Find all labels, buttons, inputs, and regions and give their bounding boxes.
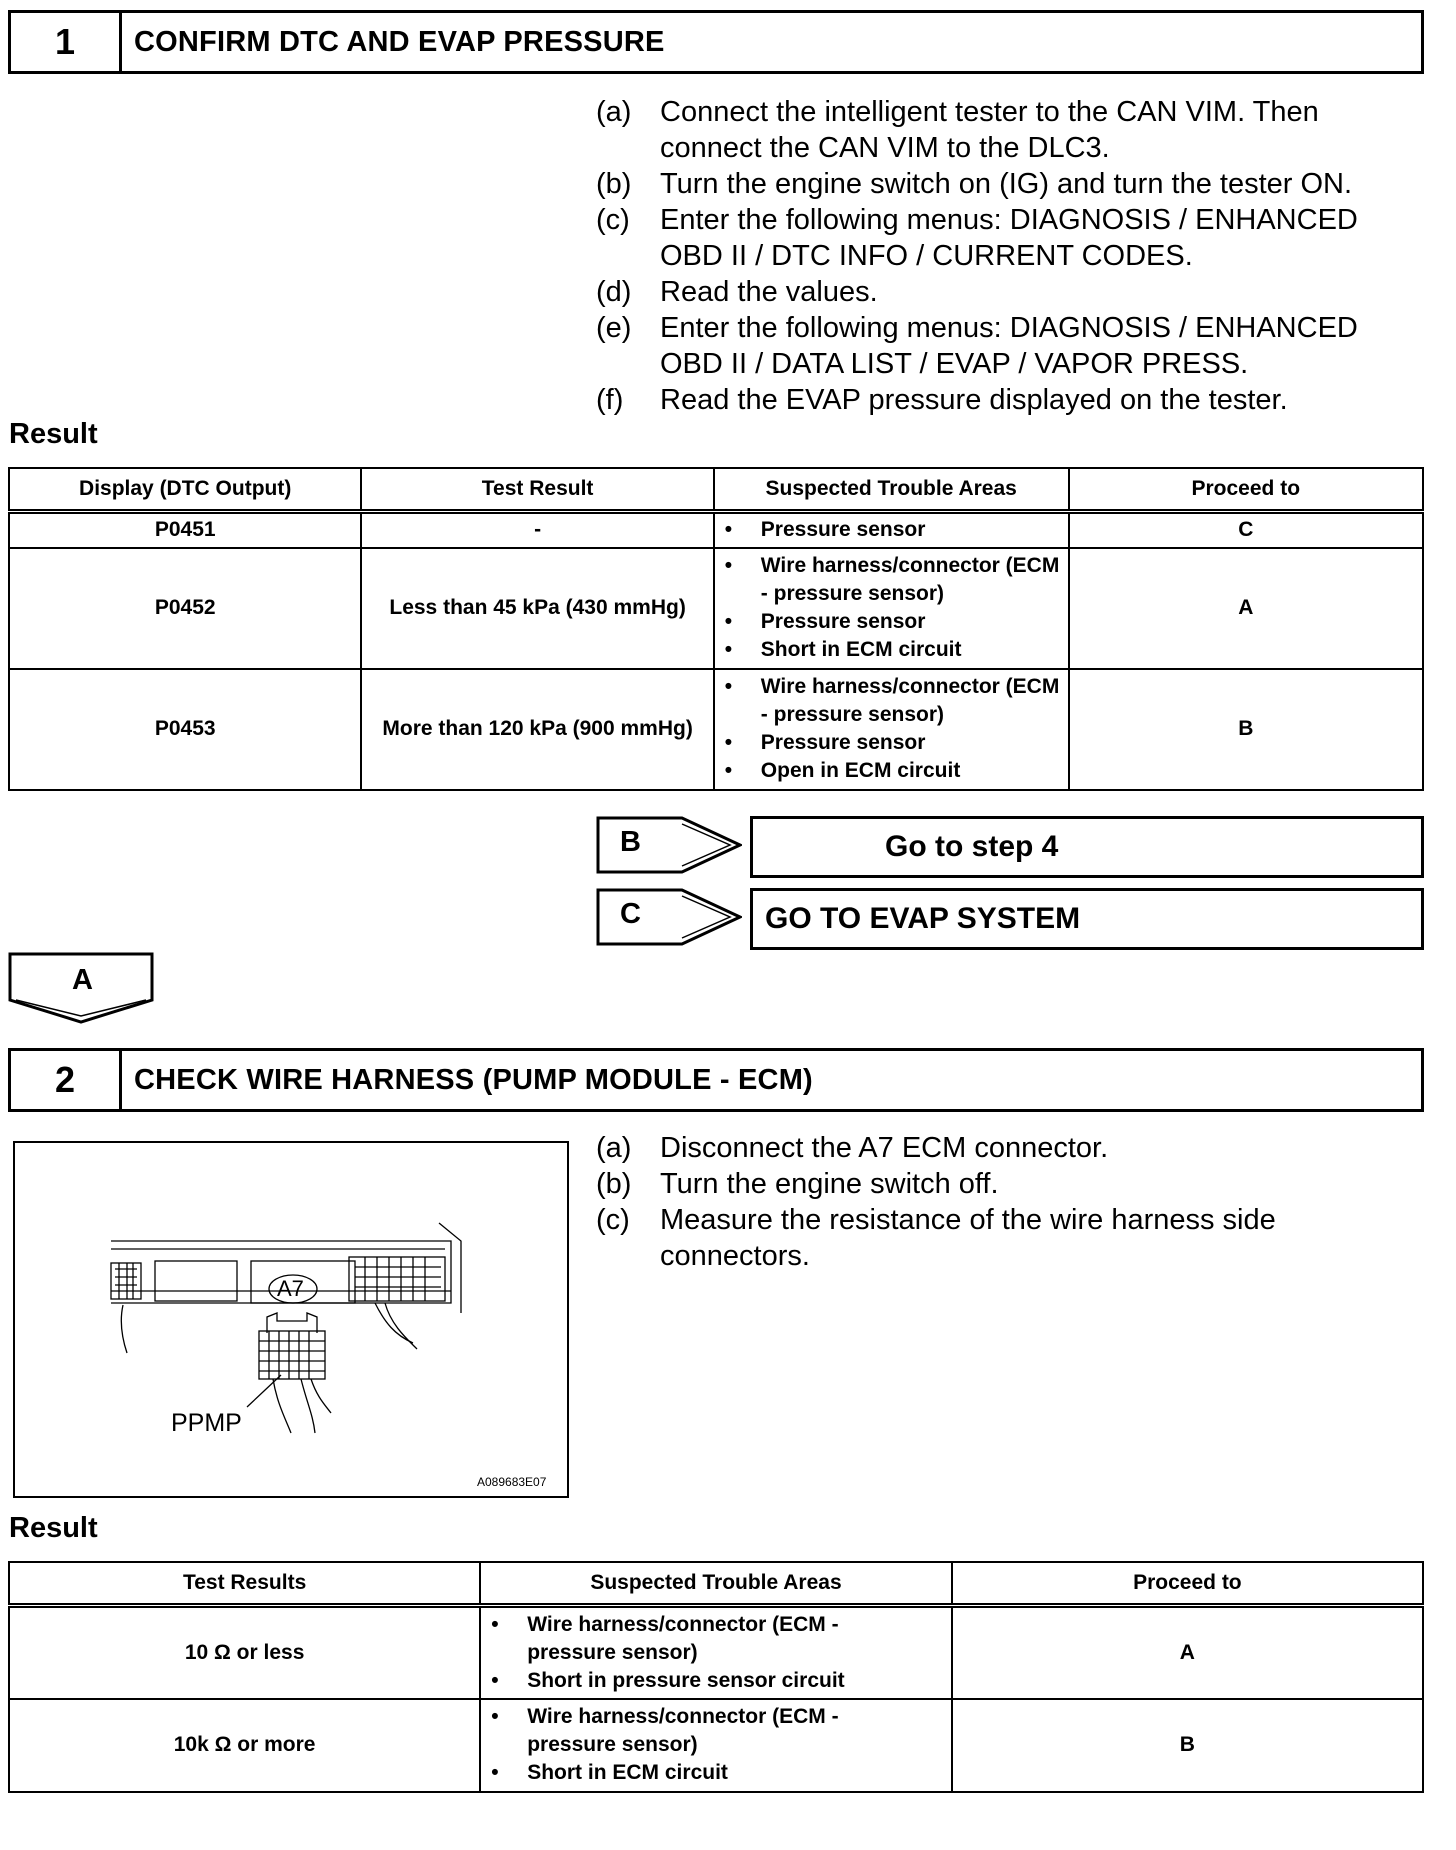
- arrow-tag-icon: [596, 888, 742, 946]
- pin-label: PPMP: [171, 1409, 242, 1437]
- trouble-areas-cell: [480, 1699, 952, 1792]
- table-row: [9, 669, 1423, 790]
- instruction-item: [596, 166, 1426, 202]
- branch-label: C: [620, 898, 641, 930]
- instruction-item: [596, 310, 1426, 382]
- step-2-header: [8, 1048, 1424, 1112]
- instruction-item: [596, 1130, 1426, 1166]
- step-2-result-table: [8, 1561, 1424, 1793]
- trouble-areas-cell: [714, 669, 1069, 790]
- bullet-item: • Pressure sensor: [724, 518, 926, 542]
- connector-label: A7: [277, 1276, 304, 1301]
- bullet-item: • Wire harness/connector (ECM - pressure sensor): [491, 1612, 839, 1664]
- column-header: Suspected Trouble Areas: [714, 468, 1069, 512]
- bullet-item: • Wire harness/connector (ECM - pressure sensor): [491, 1705, 839, 1756]
- table-row: [9, 1606, 1423, 1699]
- instruction-item: [596, 1202, 1426, 1274]
- instruction-letter: (a): [596, 96, 632, 128]
- instruction-letter: (c): [596, 204, 630, 236]
- instruction-letter: (c): [596, 1204, 630, 1236]
- instruction-text: Turn the engine switch on (IG) and turn the tester ON.: [660, 168, 1353, 200]
- table-row: [9, 1699, 1423, 1792]
- table-header-row: [9, 468, 1423, 512]
- instruction-letter: (b): [596, 168, 632, 200]
- proceed-cell: B: [952, 1699, 1423, 1792]
- column-header: Display (DTC Output): [9, 468, 361, 512]
- bullet-item: • Short in pressure sensor circuit: [491, 1668, 845, 1692]
- instruction-text: Read the values.: [660, 276, 878, 308]
- column-header: Proceed to: [952, 1562, 1423, 1606]
- result-heading: Result: [9, 1512, 98, 1544]
- step-title: CHECK WIRE HARNESS (PUMP MODULE - ECM): [134, 1063, 813, 1096]
- bullet-item: • Wire harness/connector (ECM - pressure sensor): [724, 675, 1060, 726]
- bullet-item: • Short in ECM circuit: [724, 638, 962, 661]
- ecm-connector-illustration: [15, 1143, 567, 1496]
- step-number: 2: [11, 1051, 122, 1109]
- continue-a-tag: [8, 952, 154, 1024]
- instruction-text: Measure the resistance of the wire harness side connectors.: [660, 1204, 1276, 1272]
- column-header: Test Results: [9, 1562, 480, 1606]
- instruction-letter: (d): [596, 276, 632, 308]
- result-heading: Result: [9, 418, 98, 450]
- proceed-cell: A: [952, 1606, 1423, 1699]
- instruction-text: Enter the following menus: DIAGNOSIS / ENHANCED OBD II / DTC INFO / CURRENT CODES.: [660, 204, 1358, 272]
- bullet-item: • Open in ECM circuit: [724, 759, 961, 782]
- branch-c-tag: [596, 888, 742, 946]
- proceed-cell: A: [1069, 548, 1423, 669]
- bullet-item: • Pressure sensor: [724, 731, 926, 754]
- test-result-cell: 10k Ω or more: [9, 1699, 480, 1792]
- instruction-text: Read the EVAP pressure displayed on the tester.: [660, 384, 1288, 416]
- instruction-text: Turn the engine switch off.: [660, 1168, 999, 1200]
- branch-b-destination[interactable]: Go to step 4: [750, 816, 1424, 878]
- trouble-areas-cell: [480, 1606, 952, 1699]
- step-number: 1: [11, 13, 122, 71]
- proceed-cell: B: [1069, 669, 1423, 790]
- test-result-cell: -: [361, 512, 713, 548]
- dtc-cell: P0451: [9, 512, 361, 548]
- instruction-item: [596, 274, 1426, 310]
- step-2-instructions: [596, 1130, 1426, 1274]
- test-result-cell: 10 Ω or less: [9, 1606, 480, 1699]
- branch-b-tag: [596, 816, 742, 874]
- branch-label: B: [620, 826, 641, 858]
- instruction-text: Disconnect the A7 ECM connector.: [660, 1132, 1109, 1164]
- column-header: Proceed to: [1069, 468, 1423, 512]
- instruction-letter: (a): [596, 1132, 632, 1164]
- dtc-cell: P0453: [9, 669, 361, 790]
- arrow-tag-icon: [596, 816, 742, 874]
- table-header-row: [9, 1562, 1423, 1606]
- table-row: [9, 548, 1423, 669]
- test-result-cell: Less than 45 kPa (430 mmHg): [361, 548, 713, 669]
- instruction-item: [596, 382, 1426, 418]
- figure-code: A089683E07: [477, 1475, 547, 1489]
- instruction-letter: (e): [596, 312, 632, 344]
- branch-c-destination[interactable]: GO TO EVAP SYSTEM: [750, 888, 1424, 950]
- step-1-instructions: [596, 94, 1426, 418]
- trouble-areas-cell: [714, 512, 1069, 548]
- bullet-item: • Wire harness/connector (ECM - pressure sensor): [724, 554, 1060, 605]
- proceed-cell: C: [1069, 512, 1423, 548]
- dtc-cell: P0452: [9, 548, 361, 669]
- instruction-letter: (f): [596, 384, 624, 416]
- instruction-item: [596, 94, 1426, 166]
- step-title: CONFIRM DTC AND EVAP PRESSURE: [134, 25, 665, 58]
- table-row: [9, 512, 1423, 548]
- connector-figure: [13, 1141, 569, 1498]
- instruction-text: Enter the following menus: DIAGNOSIS / ENHANCED OBD II / DATA LIST / EVAP / VAPOR PRESS.: [660, 312, 1358, 380]
- bullet-item: • Short in ECM circuit: [491, 1761, 728, 1784]
- step-1-header: [8, 10, 1424, 74]
- test-result-cell: More than 120 kPa (900 mmHg): [361, 669, 713, 790]
- column-header: Suspected Trouble Areas: [480, 1562, 952, 1606]
- instruction-text: Connect the intelligent tester to the CAN VIM. Then connect the CAN VIM to the DLC3.: [660, 96, 1319, 164]
- bullet-item: • Pressure sensor: [724, 610, 926, 633]
- instruction-letter: (b): [596, 1168, 632, 1200]
- step-1-result-table: [8, 467, 1424, 791]
- instruction-item: [596, 202, 1426, 274]
- column-header: Test Result: [361, 468, 713, 512]
- instruction-item: [596, 1166, 1426, 1202]
- trouble-areas-cell: [714, 548, 1069, 669]
- continue-label: A: [72, 964, 93, 996]
